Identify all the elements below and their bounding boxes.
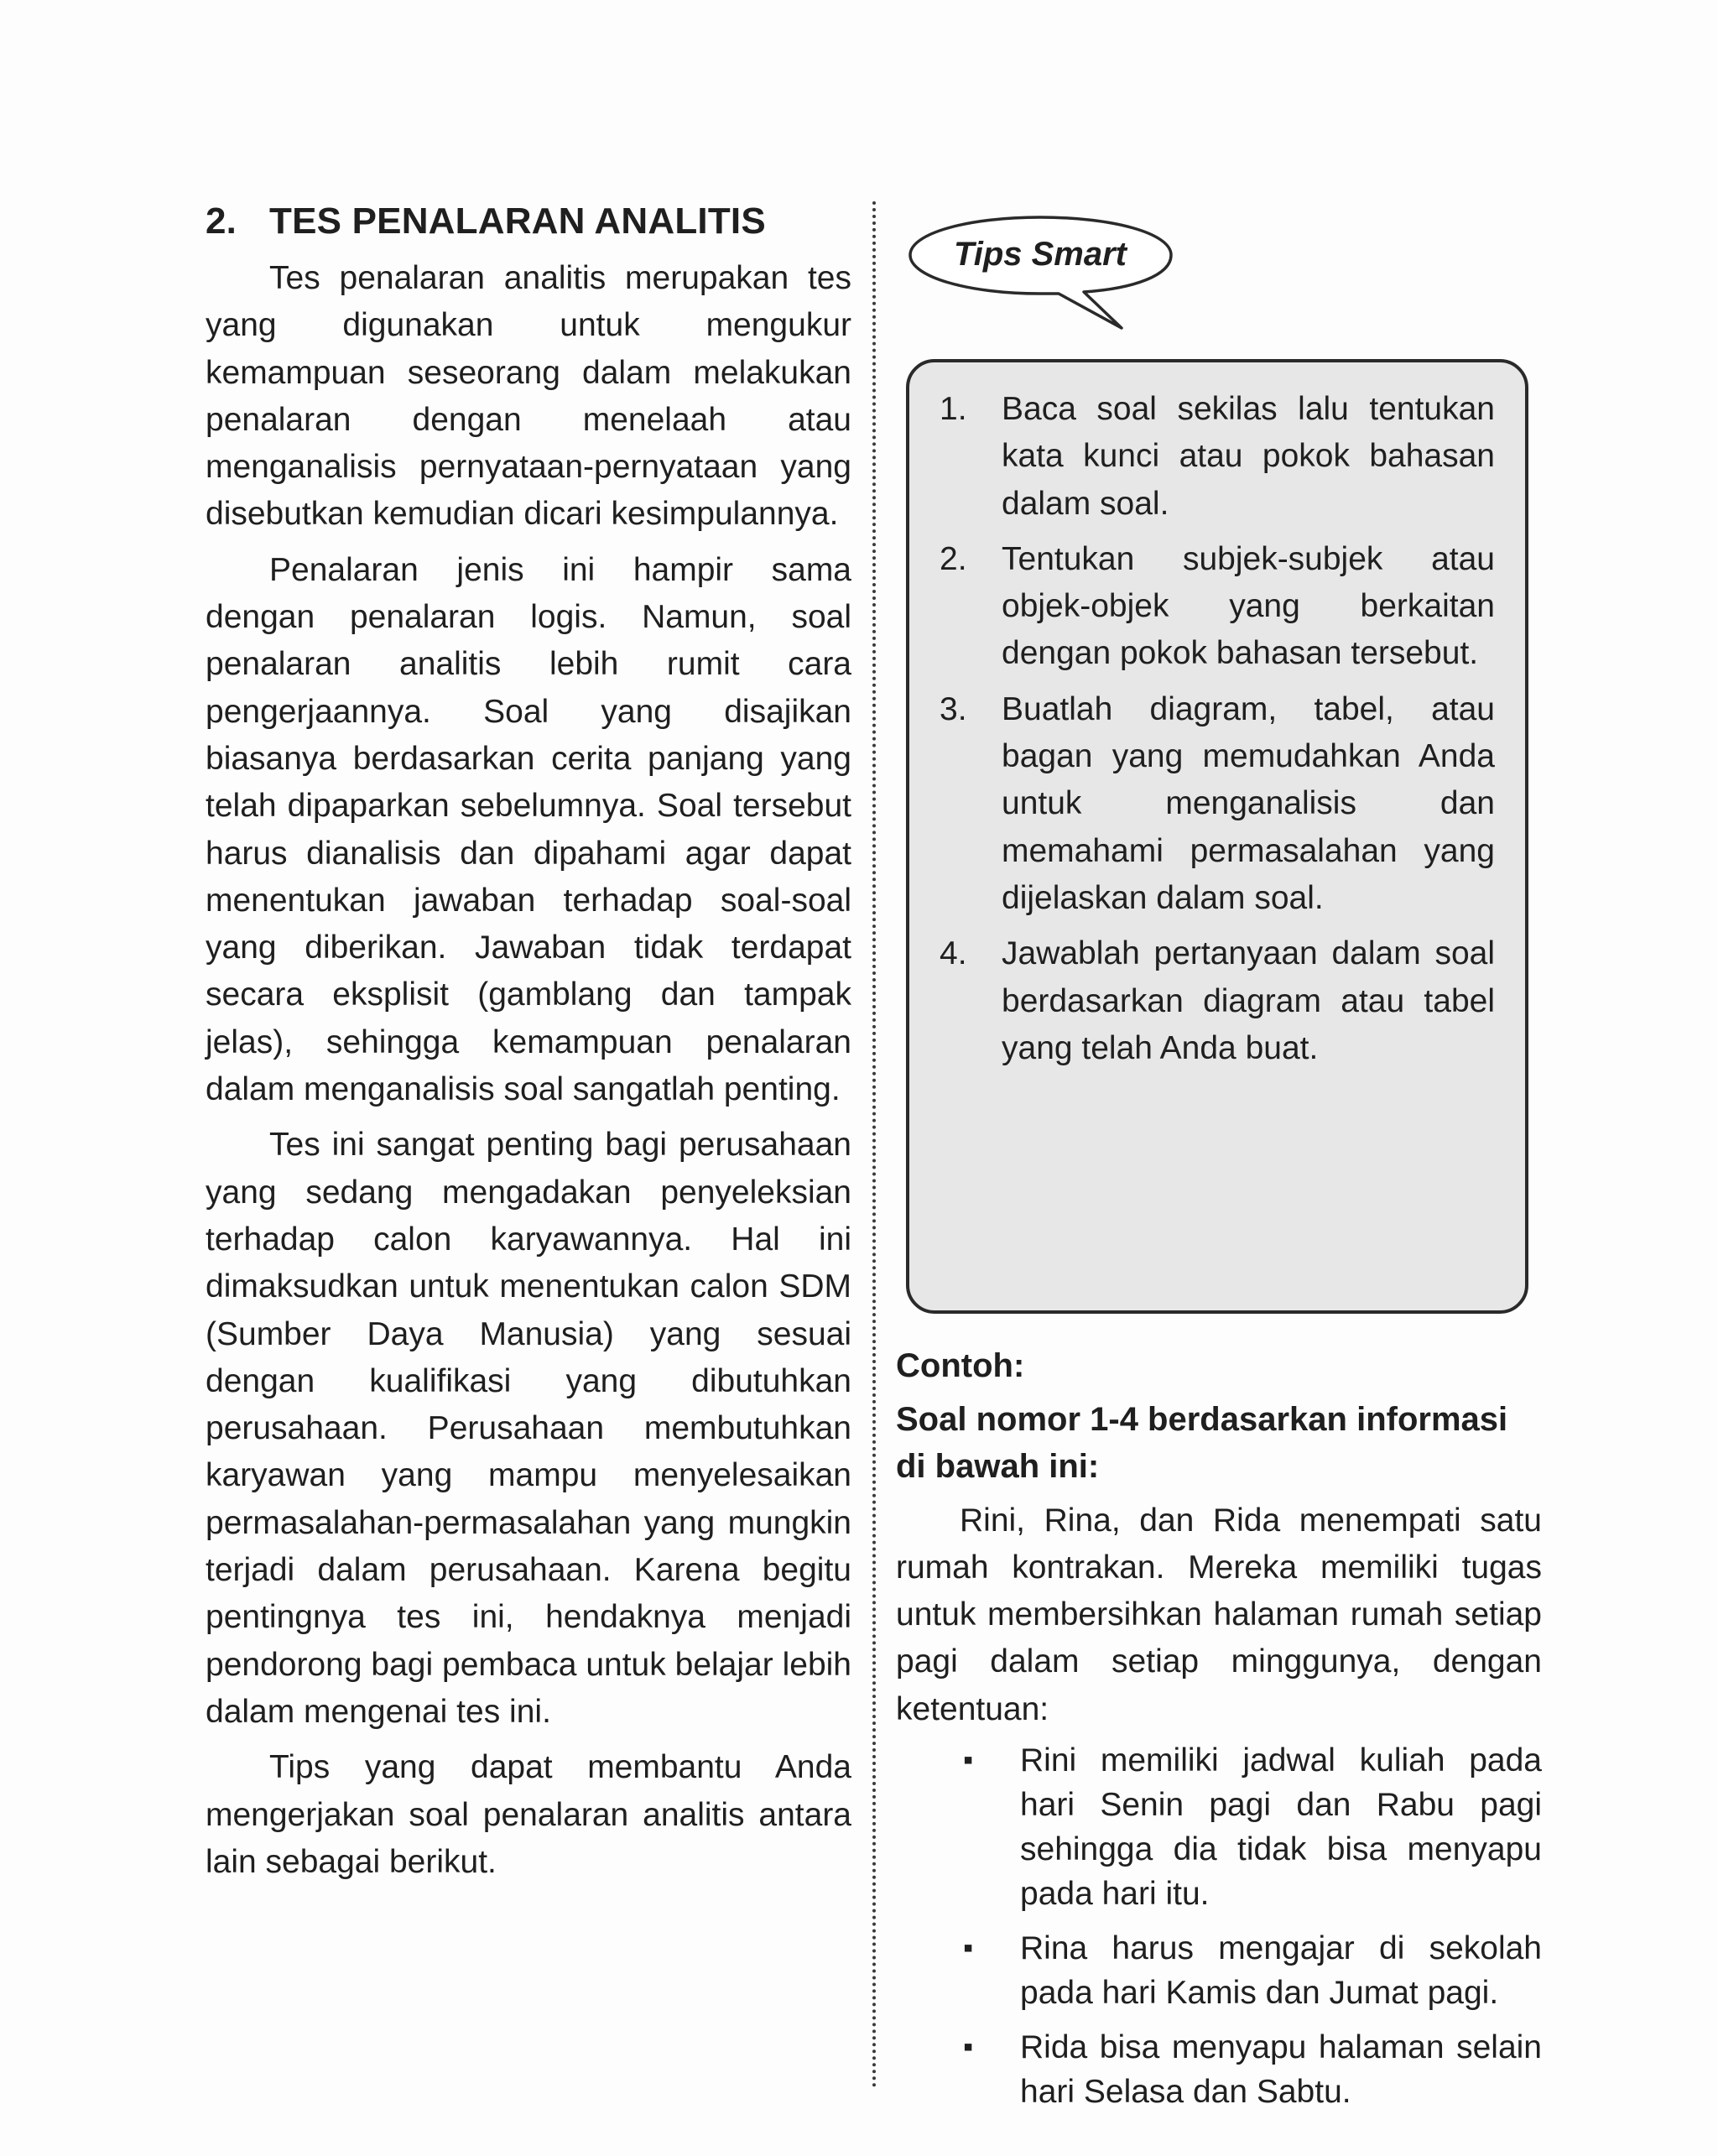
paragraph-tips-intro: Tips yang dapat membantu Anda mengerjakan soal penalaran analitis antara lain sebagai berikut. xyxy=(206,1749,851,1880)
tips-item-number: 3. xyxy=(940,690,967,727)
tips-list xyxy=(940,386,1495,1072)
tips-item-number: 2. xyxy=(940,540,967,577)
tips-speech-bubble xyxy=(908,215,1176,332)
section-title: TES PENALARAN ANALITIS xyxy=(269,200,766,242)
paragraph-importance: Tes ini sangat penting bagi perusahaan yang sedang mengadakan penyeleksian terhadap calon karyawannya. Hal ini dimaksudkan untuk menentukan calon SDM (Sumber Daya Manusia) yang sesuai dengan kualifikasi yang dibutuhkan perusahaan. Perusahaan membutuhkan karyawan yang mampu menyelesaikan permasalahan-permasalahan yang mungkin terjadi dalam perusahaan. Karena begitu pentingnya tes ini, hendaknya menjadi pendorong bagi pembaca untuk belajar lebih dalam mengenai tes ini. xyxy=(206,1127,851,1730)
tips-item-text: Jawablah pertanyaan dalam soal berdasarkan diagram atau tabel yang telah Anda buat. xyxy=(1002,935,1495,1066)
tips-item xyxy=(940,686,1495,922)
bullet-square-icon: ▪ xyxy=(963,1932,974,1965)
tips-item-text: Tentukan subjek-subjek atau objek-objek yang berkaitan dengan pokok bahasan tersebut. xyxy=(1002,540,1495,672)
tips-item-number: 1. xyxy=(940,391,967,427)
section-number: 2. xyxy=(206,200,237,242)
rule-item xyxy=(896,1738,1542,1916)
column-divider xyxy=(872,201,876,2089)
paragraph-definition: Tes penalaran analitis merupakan tes yang digunakan untuk mengukur kemampuan seseorang dalam melakukan penalaran dengan menelaah atau menganalisis pernyataan-pernyataan yang disebutkan kemudian dicari kesimpulannya. xyxy=(206,260,851,533)
bullet-square-icon: ▪ xyxy=(963,1744,974,1777)
rule-item xyxy=(896,1926,1542,2015)
example-label: Contoh: xyxy=(896,1347,1025,1384)
example-rules-list xyxy=(896,1738,1542,2114)
tips-box xyxy=(906,359,1528,1314)
tips-item xyxy=(940,536,1495,678)
section-heading xyxy=(206,198,851,245)
rule-text: Rini memiliki jadwal kuliah pada hari Senin pagi dan Rabu pagi sehingga dia tidak bisa menyapu pada hari itu. xyxy=(1020,1742,1542,1913)
tips-item xyxy=(940,930,1495,1072)
main-text-column xyxy=(206,198,851,1894)
example-subheading: Soal nomor 1-4 berdasarkan informasi di bawah ini: xyxy=(896,1401,1508,1486)
tips-item-text: Baca soal sekilas lalu tentukan kata kunci atau pokok bahasan dalam soal. xyxy=(1002,391,1495,522)
tips-item-text: Buatlah diagram, tabel, atau bagan yang memudahkan Anda untuk menganalisis dan memahami permasalahan yang dijelaskan dalam soal. xyxy=(1002,690,1495,916)
tips-item xyxy=(940,386,1495,528)
rule-text: Rida bisa menyapu halaman selain hari Selasa dan Sabtu. xyxy=(1020,2029,1542,2111)
rule-text: Rina harus mengajar di sekolah pada hari Kamis dan Jumat pagi. xyxy=(1020,1930,1542,2012)
example-intro: Rini, Rina, dan Rida menempati satu rumah kontrakan. Mereka memiliki tugas untuk membersihkan halaman rumah setiap pagi dalam setiap minggunya, dengan ketentuan: xyxy=(896,1502,1542,1727)
tips-bubble-label: Tips Smart xyxy=(954,236,1127,273)
rule-item xyxy=(896,2025,1542,2114)
example-section xyxy=(896,1342,1542,2124)
tips-item-number: 4. xyxy=(940,935,967,972)
paragraph-comparison: Penalaran jenis ini hampir sama dengan penalaran logis. Namun, soal penalaran analitis lebih rumit cara pengerjaannya. Soal yang disajikan biasanya berdasarkan cerita panjang yang telah dipaparkan sebelumnya. Soal tersebut harus dianalisis dan dipahami agar dapat menentukan jawaban terhadap soal-soal yang diberikan. Jawaban tidak terdapat secara eksplisit (gamblang dan tampak jelas), sehingga kemampuan penalaran dalam menganalisis soal sangatlah penting. xyxy=(206,551,851,1108)
bullet-square-icon: ▪ xyxy=(963,2031,974,2064)
